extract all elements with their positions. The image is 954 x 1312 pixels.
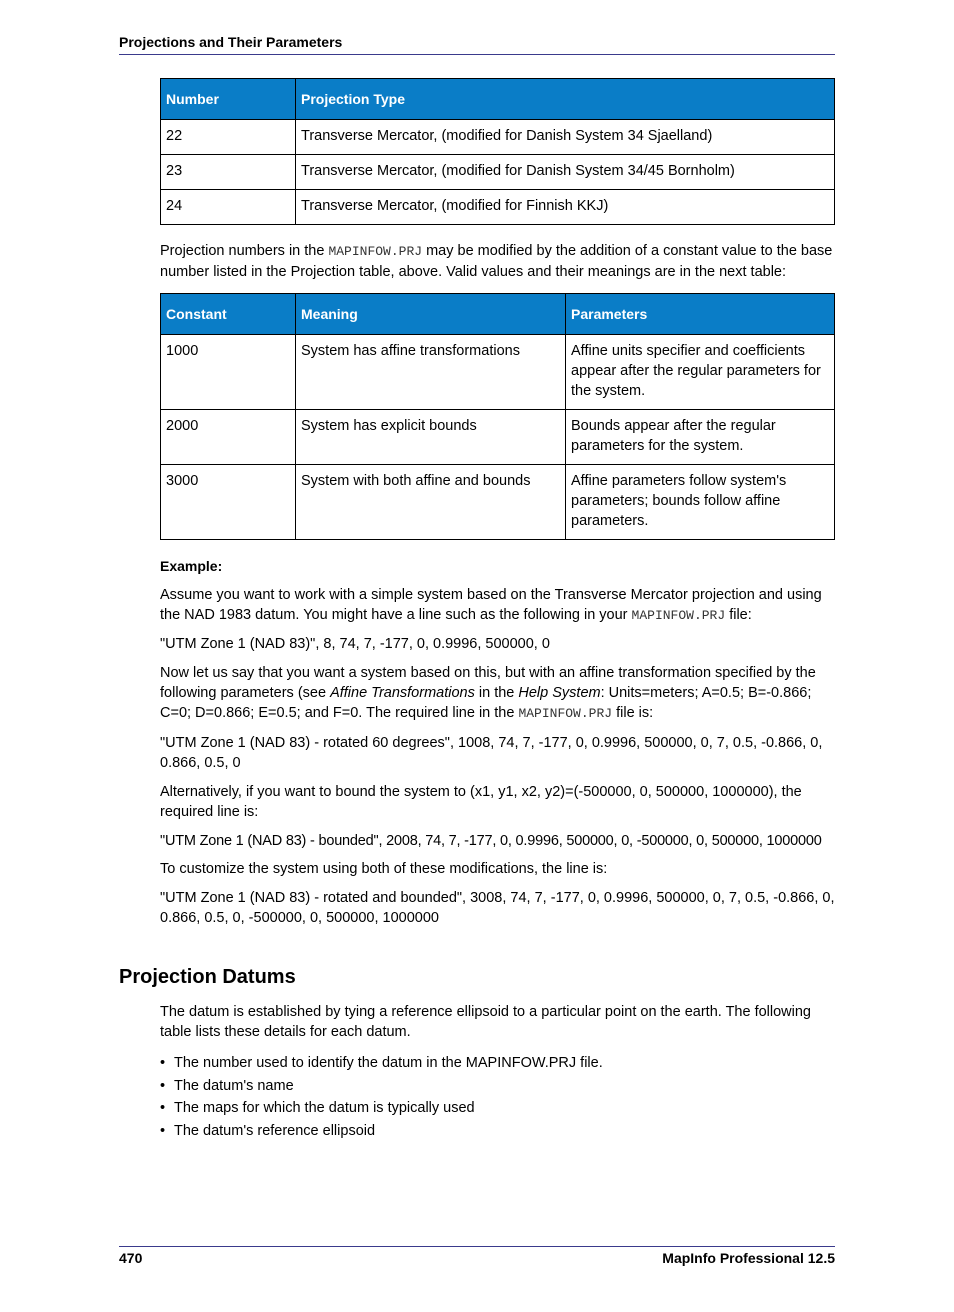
code-line: "UTM Zone 1 (NAD 83) - rotated 60 degrees", 1008, 74, 7, -177, 0, 0.9996, 500000, 0, 7, 0.5, -0.866, 0, 0.866, 0.5, 0: [160, 735, 823, 771]
table-row: [161, 155, 835, 190]
filename: MAPINFOW.PRJ: [328, 244, 423, 259]
projection-type-table: [160, 78, 835, 225]
running-header: Projections and Their Parameters: [119, 34, 835, 55]
table-cell: System with both affine and bounds: [296, 465, 566, 540]
emphasis: Affine Transformations: [330, 685, 475, 701]
list-item: [160, 1052, 835, 1075]
table-cell: 2000: [161, 410, 296, 465]
bullet-icon: •: [160, 1055, 166, 1071]
table-row: [161, 190, 835, 225]
datums-list: [160, 1052, 835, 1142]
example-paragraph: [160, 663, 835, 724]
example-paragraph: Alternatively, if you want to bound the system to (x1, y1, x2, y2)=(-500000, 0, 500000, 1000000), the required line is:: [160, 784, 802, 820]
text: Now let us say that you want a system based on this, but with an affine transformation specified by the following parameters (see: [160, 665, 816, 701]
table-cell: 22: [161, 120, 296, 155]
example-heading: Example:: [160, 558, 223, 574]
list-item-text: The datum's name: [174, 1077, 294, 1094]
code-line: "UTM Zone 1 (NAD 83)", 8, 74, 7, -177, 0, 0.9996, 500000, 0: [160, 636, 550, 652]
page-number: 470: [119, 1250, 143, 1266]
product-name: MapInfo Professional 12.5: [662, 1250, 835, 1266]
emphasis: Help System: [518, 685, 601, 701]
datums-intro: The datum is established by tying a reference ellipsoid to a particular point on the earth. The following table lists these details for each datum.: [160, 1004, 811, 1040]
list-item: [160, 1075, 835, 1098]
example-paragraph: [160, 585, 835, 626]
table-cell: 24: [161, 190, 296, 225]
code-line: "UTM Zone 1 (NAD 83) - bounded", 2008, 74, 7, -177, 0, 0.9996, 500000, 0, -500000, 0, 500000, 1000000: [160, 833, 822, 849]
table-cell: 1000: [161, 335, 296, 410]
table-cell: Affine units specifier and coefficients appear after the regular parameters for the system.: [566, 335, 835, 410]
running-footer: [119, 1246, 835, 1266]
main-content: [160, 78, 835, 928]
example-paragraph: To customize the system using both of these modifications, the line is:: [160, 861, 608, 877]
bullet-icon: •: [160, 1122, 166, 1139]
bullet-icon: •: [160, 1077, 166, 1094]
text: may be modified by the addition of a constant value to the base number listed in the Projection table, above. Valid values and their meanings are in the next table:: [160, 243, 833, 280]
table-cell: Transverse Mercator, (modified for Danish System 34 Sjaelland): [296, 120, 835, 155]
intro-paragraph: [160, 241, 835, 282]
table-row: [161, 410, 835, 465]
table-cell: Bounds appear after the regular parameters for the system.: [566, 410, 835, 465]
filename: MAPINFOW.PRJ: [518, 706, 613, 721]
datums-section: [160, 1002, 835, 1142]
table-cell: Transverse Mercator, (modified for Finnish KKJ): [296, 190, 835, 225]
table-cell: Transverse Mercator, (modified for Danish System 34/45 Bornholm): [296, 155, 835, 190]
filename: MAPINFOW.PRJ: [631, 608, 726, 623]
column-header-projection-type: Projection Type: [296, 79, 835, 120]
text: Projection numbers in the: [160, 243, 329, 259]
table-cell: Affine parameters follow system's parameters; bounds follow affine parameters.: [566, 465, 835, 540]
list-item: [160, 1097, 835, 1120]
table-cell: 23: [161, 155, 296, 190]
text: Assume you want to work with a simple system based on the Transverse Mercator projection and using the NAD 1983 datum. You might have a line such as the following in your: [160, 587, 822, 623]
table-row: [161, 465, 835, 540]
table-cell: System has affine transformations: [296, 335, 566, 410]
column-header-parameters: Parameters: [566, 294, 835, 335]
table-row: [161, 335, 835, 410]
section-title: Projection Datums: [119, 966, 296, 988]
text: file is:: [612, 705, 654, 721]
text: file:: [725, 607, 752, 623]
table-cell: System has explicit bounds: [296, 410, 566, 465]
constants-table: [160, 293, 835, 540]
column-header-number: Number: [161, 79, 296, 120]
code-line: "UTM Zone 1 (NAD 83) - rotated and bounded", 3008, 74, 7, -177, 0, 0.9996, 500000, 0, 7, 0.5, -0.866, 0, 0.866, 0.5, 0, -500000, 0, 500000, 1000000: [160, 890, 835, 926]
list-item-text: The number used to identify the datum in the MAPINFOW.PRJ file.: [174, 1055, 603, 1071]
list-item-text: The maps for which the datum is typically used: [174, 1100, 475, 1116]
text: : Units=meters; A=0.5; B=-0.866; C=0; D=0.866; E=0.5; and F=0. The required line in the: [160, 685, 812, 721]
bullet-icon: •: [160, 1100, 166, 1116]
list-item: [160, 1120, 835, 1143]
list-item-text: The datum's reference ellipsoid: [174, 1122, 376, 1139]
column-header-constant: Constant: [161, 294, 296, 335]
text: in the: [474, 685, 519, 701]
table-cell: 3000: [161, 465, 296, 540]
column-header-meaning: Meaning: [296, 294, 566, 335]
table-row: [161, 120, 835, 155]
